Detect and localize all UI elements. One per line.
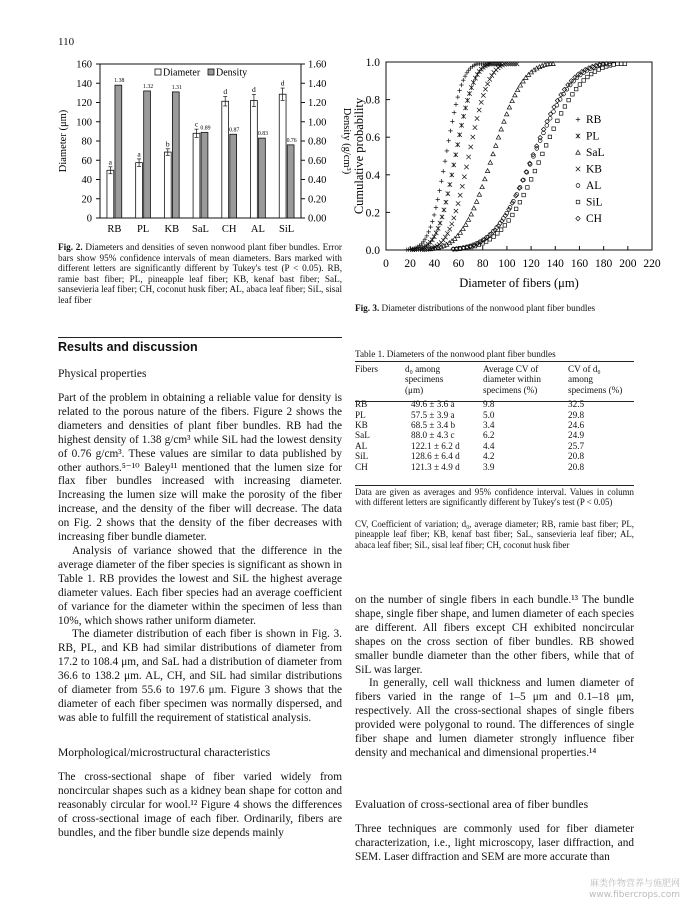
- y-tick-label: 0.6: [365, 132, 380, 145]
- watermark-line1: 麻类作物营养与施肥网: [589, 879, 680, 889]
- data-point-RB: [456, 95, 460, 99]
- figure-2-caption: [58, 242, 342, 306]
- data-point-SiL: [574, 87, 578, 91]
- x-tick-label: KB: [164, 224, 180, 235]
- data-point-PL: [434, 231, 438, 235]
- legend-label-AL: AL: [586, 180, 602, 192]
- data-point-SaL: [515, 88, 519, 92]
- legend-label-RB: RB: [586, 114, 602, 126]
- table-cell: 4.2: [483, 451, 495, 462]
- data-point-RB: [457, 88, 461, 92]
- y-axis-label: Cumulative probability: [352, 97, 366, 215]
- data-point-SiL: [623, 62, 627, 66]
- data-point-SiL: [533, 169, 537, 173]
- significance-letter: d: [252, 85, 256, 95]
- table-header-row: [355, 364, 634, 395]
- data-point-PL: [457, 133, 461, 137]
- data-point-SiL: [529, 178, 533, 182]
- data-point-KB: [477, 108, 481, 112]
- data-point-SaL: [526, 73, 530, 77]
- density-value-label: 0.87: [229, 127, 240, 134]
- data-point-SaL: [518, 83, 522, 87]
- table-cell: 24.9: [568, 430, 585, 441]
- paragraph: Part of the problem in obtaining a reliable value for density is related to the porous nature of the fibers. Figure 2 shows the diameters and densities of plant fiber bundles. RB had the highest density of 1.38 g/cm³ while SiL had the lowest density of 0.76 g/cm³. These values are similar to data published by other authors.⁵⁻¹⁰ Baley¹¹ mentioned that the lumen size for flax fiber bundles increased with increasing diameter. Increasing the lumen size will make the porosity of the fiber increase, and the density of the fiber will decrease. The data on Fig. 2 shows that the density of the fiber decreases with increasing fiber bundle diameter.: [58, 392, 342, 544]
- data-point-RB: [443, 159, 447, 163]
- y-tick-label: 0: [86, 213, 92, 225]
- y2-tick-label: 0.60: [308, 155, 327, 167]
- data-point-SaL: [491, 152, 495, 156]
- data-point-SiL: [518, 200, 522, 204]
- density-bar: [201, 132, 208, 218]
- y2-tick-label: 0.20: [308, 194, 327, 206]
- table-cell: 121.3 ± 4.9 d: [411, 461, 460, 472]
- table-row: [355, 462, 634, 472]
- data-point-SiL: [499, 228, 503, 232]
- legend-marker-PL: [576, 134, 580, 138]
- legend-label-SiL: SiL: [586, 196, 603, 209]
- figure-3-caption-text: Diameter distributions of the nonwood plant fiber bundles: [379, 303, 596, 313]
- legend-marker-KB: [576, 167, 580, 171]
- y-tick-label: 40: [81, 175, 92, 186]
- x-tick-label: PL: [136, 224, 150, 235]
- legend-swatch-density: [208, 69, 214, 75]
- data-point-RB: [436, 197, 440, 201]
- y-tick-label: 60: [81, 155, 92, 167]
- data-point-KB: [466, 155, 470, 159]
- x-tick-label: 80: [476, 258, 489, 270]
- table-cell: SiL: [355, 451, 369, 462]
- data-point-RB: [437, 188, 441, 192]
- data-point-PL: [452, 163, 456, 167]
- data-point-AL: [548, 116, 552, 120]
- significance-letter: b: [165, 139, 170, 149]
- plot-frame: [100, 64, 301, 218]
- table-row: [355, 430, 634, 440]
- legend-marker-SiL: [576, 200, 580, 204]
- figure-3-caption: [355, 303, 655, 314]
- paragraph: Analysis of variance showed that the difference in the average diameter of the fiber species is significant as shown in Table 1. RB provides the lowest and SiL the highest average diameter values. Each fiber species had an average coefficient of variance for the diameter within the specimen of less than 10%, which shows rather uniform diameter.: [58, 544, 342, 627]
- table-cell: 25.7: [568, 440, 585, 451]
- data-point-SiL: [578, 83, 582, 87]
- data-point-KB: [454, 209, 458, 213]
- x-tick-label: 40: [428, 258, 441, 270]
- x-tick-label: AL: [250, 224, 265, 235]
- y2-tick-label: 0.40: [308, 175, 327, 186]
- data-point-SaL: [485, 169, 489, 173]
- significance-letter: d: [280, 78, 285, 88]
- data-point-RB: [446, 139, 450, 143]
- table-cell: 20.8: [568, 451, 585, 462]
- data-point-CH: [517, 186, 521, 190]
- legend-label-density: Density: [216, 67, 248, 79]
- paragraph-morphology: The cross-sectional shape of fiber varied widely from noncircular shapes such as a kidney bean shape for cotton and reasonably circular for wool.¹² Figure 4 shows the differences of cross-sectional image of each fiber. Ordinarily, fibers are bundles, and the fiber bundle size depends mainly: [58, 771, 342, 839]
- data-point-KB: [481, 93, 485, 97]
- data-point-SaL: [474, 199, 478, 203]
- y-axis-label: Diameter (μm): [58, 109, 69, 173]
- data-point-SiL: [514, 207, 518, 211]
- data-point-PL: [438, 221, 442, 225]
- legend-label-PL: PL: [586, 130, 600, 143]
- data-point-RB: [450, 119, 454, 123]
- data-point-KB: [450, 222, 454, 226]
- data-point-SaL: [494, 143, 498, 147]
- right-column-text: [355, 594, 634, 761]
- left-column-text: [58, 392, 342, 726]
- legend-label-KB: KB: [586, 163, 602, 176]
- data-point-AL: [552, 110, 556, 114]
- x-tick-label: 180: [595, 258, 613, 270]
- x-tick-label: 140: [546, 258, 564, 270]
- data-point-KB: [473, 125, 477, 129]
- y2-tick-label: 1.40: [308, 78, 327, 90]
- paragraph-evaluation: Three techniques are commonly used for fiber diameter characterization, i.e., light microscopy, laser diffraction, and SEM. Laser diffraction and SEM are more accurate than: [355, 823, 634, 863]
- legend-label-diameter: Diameter: [163, 67, 201, 79]
- density-value-label: 1.32: [142, 83, 154, 90]
- significance-letter: d: [223, 87, 228, 97]
- table-header-cell: d₀ among specimens (μm): [405, 364, 444, 395]
- data-point-RB: [439, 179, 443, 183]
- density-bar: [115, 85, 122, 218]
- data-point-SaL: [488, 160, 492, 164]
- data-point-SaL: [502, 119, 506, 123]
- x-tick-label: CH: [221, 224, 237, 235]
- table-header-cell: Fibers: [355, 364, 378, 374]
- table-cell: 24.6: [568, 420, 585, 431]
- data-point-SaL: [510, 99, 514, 103]
- data-point-PL: [456, 143, 460, 147]
- data-point-RB: [441, 169, 445, 173]
- y-tick-label: 120: [76, 98, 92, 109]
- data-point-SiL: [586, 75, 590, 79]
- data-point-SaL: [524, 76, 528, 80]
- x-tick-label: SiL: [279, 224, 295, 235]
- density-value-label: 1.38: [114, 78, 125, 85]
- data-point-PL: [448, 182, 452, 186]
- x-tick-label: SaL: [192, 224, 209, 235]
- data-point-KB: [464, 165, 468, 169]
- table-cell: SaL: [355, 430, 370, 441]
- table-cell: PL: [355, 409, 366, 420]
- significance-letter: c: [194, 119, 199, 129]
- y-tick-label: 160: [76, 59, 92, 71]
- y-tick-label: 1.0: [365, 57, 380, 69]
- data-point-SaL: [458, 230, 462, 234]
- legend-swatch-diameter: [155, 69, 161, 75]
- data-point-SaL: [496, 135, 500, 139]
- data-point-KB: [479, 100, 483, 104]
- data-point-RB: [426, 230, 430, 234]
- data-point-SiL: [541, 152, 545, 156]
- data-point-SaL: [453, 237, 457, 241]
- diameter-bar: [279, 94, 286, 218]
- data-point-SiL: [593, 70, 597, 74]
- paragraph: In generally, cell wall thickness and lumen diameter of fibers varied in the range of 1–5 μm and 0.1–18 μm, respectively. All the cross-sectional shapes of single fibers provided were polygonal to round. The differences of single fiber shape and lumen diameter strongly influence fiber density and mechanical and dimensional properties.¹⁴: [355, 677, 634, 759]
- density-bar: [287, 145, 294, 218]
- data-point-PL: [469, 85, 473, 89]
- data-point-PL: [463, 106, 467, 110]
- data-point-RB: [448, 129, 452, 133]
- data-point-SiL: [582, 79, 586, 83]
- table-1-caption: Table 1. Diameters of the nonwood plant fiber bundles: [355, 349, 556, 359]
- figure-2-chart: [52, 48, 354, 238]
- data-point-SiL: [496, 232, 500, 236]
- data-point-KB: [458, 193, 462, 197]
- table-cell: KB: [355, 420, 368, 431]
- table-cell: 3.9: [483, 461, 495, 472]
- data-point-PL: [446, 191, 450, 195]
- table-cell: 5.0: [483, 409, 495, 420]
- data-point-PL: [475, 72, 479, 76]
- table-cell: 6.2: [483, 430, 495, 441]
- data-point-SiL: [522, 193, 526, 197]
- legend-marker-RB: [576, 117, 580, 121]
- figure-3-chart: [350, 56, 666, 296]
- y-tick-label: 80: [81, 136, 92, 148]
- table-header-cell: CV of d₀ among specimens (%): [568, 364, 623, 395]
- data-point-KB: [469, 145, 473, 149]
- density-value-label: 0.89: [200, 125, 211, 132]
- table-cell: CH: [355, 461, 368, 472]
- table-cell: 88.0 ± 4.3 c: [411, 430, 455, 441]
- data-point-SaL: [477, 192, 481, 196]
- data-point-SaL: [483, 177, 487, 181]
- data-point-SiL: [544, 144, 548, 148]
- table-cell: 3.4: [483, 420, 495, 431]
- table-row: [355, 395, 634, 409]
- legend-marker-SaL: [576, 150, 580, 154]
- y2-tick-label: 1.00: [308, 117, 327, 129]
- y-tick-label: 0.4: [365, 169, 380, 182]
- data-point-PL: [454, 153, 458, 157]
- data-point-PL: [428, 240, 432, 244]
- data-point-SiL: [567, 98, 571, 102]
- y-tick-label: 0.2: [365, 207, 380, 220]
- watermark-line2: www.fibercrops.com: [589, 890, 680, 900]
- x-axis-label: Diameter of fibers (μm): [459, 276, 579, 290]
- y-tick-label: 0.8: [365, 94, 380, 107]
- data-point-SiL: [503, 224, 507, 228]
- data-point-AL: [545, 124, 549, 128]
- y2-axis-label: Density (g/cm³): [341, 107, 352, 175]
- data-point-PL: [467, 91, 471, 95]
- data-point-KB: [441, 238, 445, 242]
- diameter-bar: [136, 163, 143, 218]
- subheading-evaluation: Evaluation of cross-sectional area of fiber bundles: [355, 798, 589, 811]
- data-point-KB: [447, 227, 451, 231]
- data-point-SaL: [469, 212, 473, 216]
- data-point-SiL: [616, 62, 620, 66]
- data-point-SaL: [507, 105, 511, 109]
- data-point-KB: [452, 216, 456, 220]
- table-cell: 4.4: [483, 440, 495, 451]
- table-cell: 68.5 ± 3.4 b: [411, 420, 456, 431]
- legend-marker-CH: [576, 216, 580, 220]
- x-tick-label: 220: [643, 258, 661, 270]
- figure-3-label: Fig. 3.: [355, 303, 380, 313]
- data-point-PL: [461, 114, 465, 118]
- data-point-SiL: [507, 219, 511, 223]
- data-point-SaL: [466, 217, 470, 221]
- data-point-SaL: [461, 227, 465, 231]
- table-cell: 29.8: [568, 409, 585, 420]
- table-header-cell: Average CV of diameter within specimens (%): [483, 364, 541, 395]
- data-point-KB: [471, 135, 475, 139]
- watermark: [589, 879, 680, 901]
- diameter-bar: [251, 100, 258, 218]
- density-bar: [259, 138, 266, 218]
- table-cell: 20.8: [568, 461, 585, 472]
- data-point-RB: [432, 213, 436, 217]
- data-point-PL: [471, 80, 475, 84]
- y2-tick-label: 0.00: [308, 213, 327, 225]
- diameter-bar: [107, 170, 114, 218]
- data-point-AL: [498, 221, 502, 225]
- data-point-PL: [465, 98, 469, 102]
- table-1-note: Data are given as averages and 95% confidence interval. Values in column with different letters are significantly different by Tukey's test (P < 0.05): [355, 487, 634, 508]
- data-point-KB: [483, 87, 487, 91]
- table-cell: 9.8: [483, 399, 495, 410]
- y-tick-label: 140: [76, 78, 92, 90]
- table-cell: 128.6 ± 6.4 d: [411, 451, 460, 462]
- legend-label-CH: CH: [586, 213, 602, 225]
- table-row: [355, 420, 634, 430]
- data-point-PL: [444, 200, 448, 204]
- table-cell: 57.5 ± 3.9 a: [411, 409, 455, 420]
- data-point-KB: [485, 82, 489, 86]
- y-tick-label: 100: [76, 117, 92, 129]
- data-point-SaL: [499, 127, 503, 131]
- data-point-SiL: [589, 72, 593, 76]
- data-point-SiL: [548, 135, 552, 139]
- x-tick-label: 200: [619, 258, 637, 270]
- diameter-bar: [164, 152, 171, 218]
- data-point-SiL: [537, 161, 541, 165]
- data-point-AL: [538, 139, 542, 143]
- table-row: [355, 441, 634, 451]
- figure-2-label: Fig. 2.: [58, 242, 83, 252]
- legend-label-SaL: SaL: [586, 147, 605, 159]
- data-point-SiL: [563, 105, 567, 109]
- data-point-SaL: [472, 206, 476, 210]
- data-point-RB: [461, 78, 465, 82]
- data-point-KB: [475, 116, 479, 120]
- data-point-SiL: [511, 213, 515, 217]
- data-point-KB: [456, 201, 460, 205]
- y-tick-label: 20: [81, 194, 92, 206]
- x-tick-label: RB: [107, 224, 122, 235]
- paragraph: on the number of single fibers in each bundle.¹³ The bundle shape, single fiber shape, and lumen diameter of each species are different. All fibers except CH exhibited noncircular shapes on the cross section of fiber bundles. RB showed smaller bundle diameter than the other fibers, while that of SiL was larger.: [355, 594, 634, 676]
- y-tick-label: 0.0: [365, 245, 380, 257]
- data-point-RB: [428, 225, 432, 229]
- data-point-SiL: [556, 119, 560, 123]
- x-tick-label: 20: [404, 258, 416, 270]
- density-bar: [144, 91, 151, 218]
- table-cell: 32.5: [568, 399, 585, 410]
- table-row: [355, 451, 634, 461]
- density-value-label: 0.83: [257, 131, 269, 138]
- data-point-SiL: [571, 93, 575, 97]
- page-number: 110: [58, 36, 75, 48]
- data-point-SaL: [513, 93, 517, 97]
- data-point-SiL: [526, 186, 530, 190]
- x-tick-label: 120: [522, 258, 540, 270]
- data-point-KB: [460, 184, 464, 188]
- density-bar: [172, 92, 179, 218]
- diameter-bar: [222, 101, 229, 218]
- table-cell: 49.6 ± 3.6 a: [411, 399, 455, 410]
- density-bar: [230, 134, 237, 218]
- data-point-RB: [452, 110, 456, 114]
- x-tick-label: 100: [498, 258, 516, 270]
- data-point-SiL: [552, 127, 556, 131]
- data-point-PL: [450, 173, 454, 177]
- data-point-PL: [442, 208, 446, 212]
- subheading-physical: Physical properties: [58, 367, 147, 380]
- y2-tick-label: 1.60: [308, 59, 327, 71]
- data-point-KB: [462, 175, 466, 179]
- data-point-RB: [454, 102, 458, 106]
- density-value-label: 0.76: [286, 137, 297, 144]
- section-heading: Results and discussion: [58, 340, 198, 354]
- data-point-PL: [459, 123, 463, 127]
- data-point-PL: [440, 215, 444, 219]
- data-point-SiL: [612, 63, 616, 67]
- data-point-RB: [459, 83, 463, 87]
- table-cell: AL: [355, 440, 368, 451]
- table-1: [355, 364, 634, 472]
- data-point-RB: [430, 219, 434, 223]
- y2-tick-label: 1.20: [308, 98, 327, 109]
- paragraph: The diameter distribution of each fiber is shown in Fig. 3. RB, PL, and KB had similar distributions of diameter from 17.2 to 108.4 μm, and SaL had a distribution of diameter from 36.6 to 138.2 μm. AL, CH, and SiL had similar distributions of diameter from 55.6 to 197.6 μm. Figure 3 shows that the diameter of each fiber specimen was normally dispersed, and was able to fulfill the requirement of statistical analysis.: [58, 628, 342, 724]
- figure-2-caption-text: Diameters and densities of seven nonwood plant fiber bundles. Error bars show 95% confidence intervals of mean diameters. Bars marked with different letters are significantly different by Tukey's test (P < 0.05). RB, ramie bast fiber; PL, pineapple leaf fiber; KB, kenaf bast fiber; SaL, sansevieria leaf fiber; CH, coconut husk fiber; AL, abaca leaf fiber; SiL, sisal leaf fiber: [58, 242, 342, 305]
- x-tick-label: 60: [452, 258, 465, 270]
- data-point-SaL: [504, 112, 508, 116]
- x-tick-label: 0: [383, 258, 389, 270]
- data-point-SiL: [619, 62, 623, 66]
- table-cell: 122.1 ± 6.2 d: [411, 440, 460, 451]
- subheading-morphological: Morphological/microstructural characteristics: [58, 746, 271, 759]
- y2-tick-label: 0.80: [308, 136, 327, 148]
- data-point-KB: [496, 66, 500, 70]
- data-point-RB: [445, 149, 449, 153]
- data-point-PL: [436, 226, 440, 230]
- data-point-CH: [559, 93, 563, 97]
- table-cell: RB: [355, 399, 368, 410]
- data-point-SaL: [464, 222, 468, 226]
- data-point-SaL: [480, 185, 484, 189]
- diameter-bar: [193, 133, 200, 218]
- data-point-RB: [434, 205, 438, 209]
- significance-letter: a: [137, 149, 141, 159]
- data-point-SiL: [559, 112, 563, 116]
- legend-marker-AL: [576, 184, 580, 188]
- table-1-abbreviations: CV, Coefficient of variation; d₀, average diameter; RB, ramie bast fiber; PL, pineapple leaf fiber; KB, kenaf bast fiber; SaL, sansevieria leaf fiber; AL, abaca leaf fiber; SiL, sisal leaf fiber; CH, coconut husk fiber: [355, 519, 634, 550]
- significance-letter: a: [108, 157, 113, 167]
- x-tick-label: 160: [570, 258, 589, 270]
- density-value-label: 1.31: [171, 84, 182, 91]
- table-row: [355, 410, 634, 420]
- data-point-CH: [545, 119, 549, 123]
